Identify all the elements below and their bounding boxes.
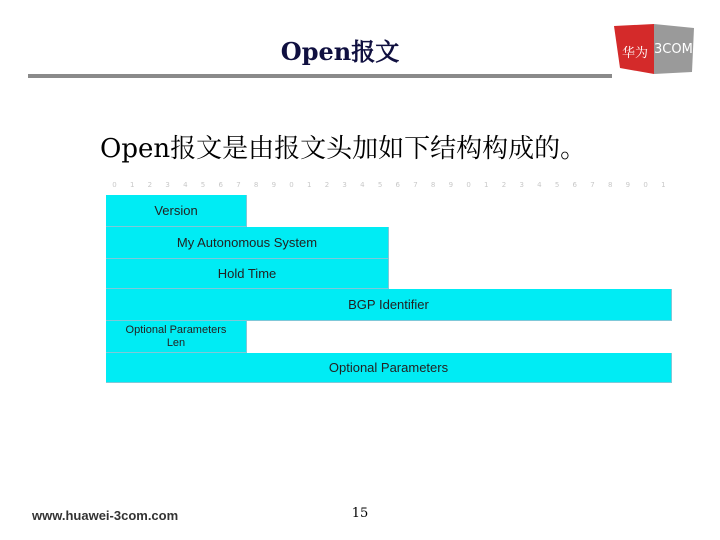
- field-optional-parameters-len-line1: Optional Parameters: [125, 323, 227, 336]
- bit-ruler-label: 1: [484, 181, 489, 189]
- bit-ruler-label: 4: [360, 181, 365, 189]
- title-divider: [28, 74, 612, 78]
- footer-url: www.huawei-3com.com: [32, 508, 179, 523]
- bit-ruler-label: 5: [377, 181, 383, 189]
- bit-ruler-label: 9: [625, 181, 631, 189]
- bit-ruler-label: 6: [218, 181, 223, 189]
- bit-ruler-label: 2: [501, 181, 507, 189]
- bit-ruler-label: 8: [253, 181, 259, 189]
- slide-subtitle: Open报文是由报文头加如下结构构成的。: [100, 134, 587, 164]
- bit-ruler-label: 1: [661, 181, 666, 189]
- bit-ruler-label: 3: [342, 181, 347, 189]
- bit-ruler-label: 7: [236, 181, 241, 189]
- bit-ruler-label: 0: [289, 181, 294, 189]
- page-number: 15: [351, 506, 369, 521]
- bit-ruler-label: 3: [165, 181, 170, 189]
- bit-ruler-label: 1: [307, 181, 312, 189]
- huawei-3com-logo: [614, 24, 694, 74]
- bit-ruler-label: 2: [324, 181, 330, 189]
- logo-text-right: 3COM: [654, 42, 693, 57]
- logo-text-left: 华为: [622, 46, 649, 61]
- bit-ruler-label: 0: [466, 181, 471, 189]
- bit-ruler-label: 8: [430, 181, 436, 189]
- bit-ruler-label: 5: [200, 181, 206, 189]
- field-version: Version: [106, 195, 247, 227]
- field-bgp-identifier: BGP Identifier: [106, 289, 672, 321]
- bit-ruler-label: 8: [607, 181, 613, 189]
- slide-title: Open报文: [280, 37, 400, 66]
- bit-ruler-label: 2: [147, 181, 153, 189]
- bit-ruler-label: 4: [183, 181, 188, 189]
- bit-ruler-label: 6: [572, 181, 578, 189]
- field-hold-time: Hold Time: [106, 259, 389, 289]
- field-optional-parameters: Optional Parameters: [106, 353, 672, 383]
- bit-ruler: [106, 181, 672, 191]
- bit-ruler-label: 0: [112, 181, 117, 189]
- field-my-autonomous-system: My Autonomous System: [106, 227, 389, 259]
- field-optional-parameters-len: [106, 321, 247, 353]
- field-optional-parameters-len-line2: Len: [166, 336, 186, 349]
- bit-ruler-label: 7: [590, 181, 595, 189]
- bit-ruler-label: 1: [129, 181, 135, 189]
- bit-ruler-label: 9: [448, 181, 454, 189]
- bit-ruler-label: 3: [519, 181, 524, 189]
- bit-ruler-label: 7: [413, 181, 418, 189]
- bit-ruler-label: 0: [643, 181, 648, 189]
- bit-ruler-label: 4: [537, 181, 542, 189]
- bit-ruler-label: 9: [271, 181, 277, 189]
- bit-ruler-label: 5: [554, 181, 560, 189]
- bit-ruler-label: 6: [395, 181, 400, 189]
